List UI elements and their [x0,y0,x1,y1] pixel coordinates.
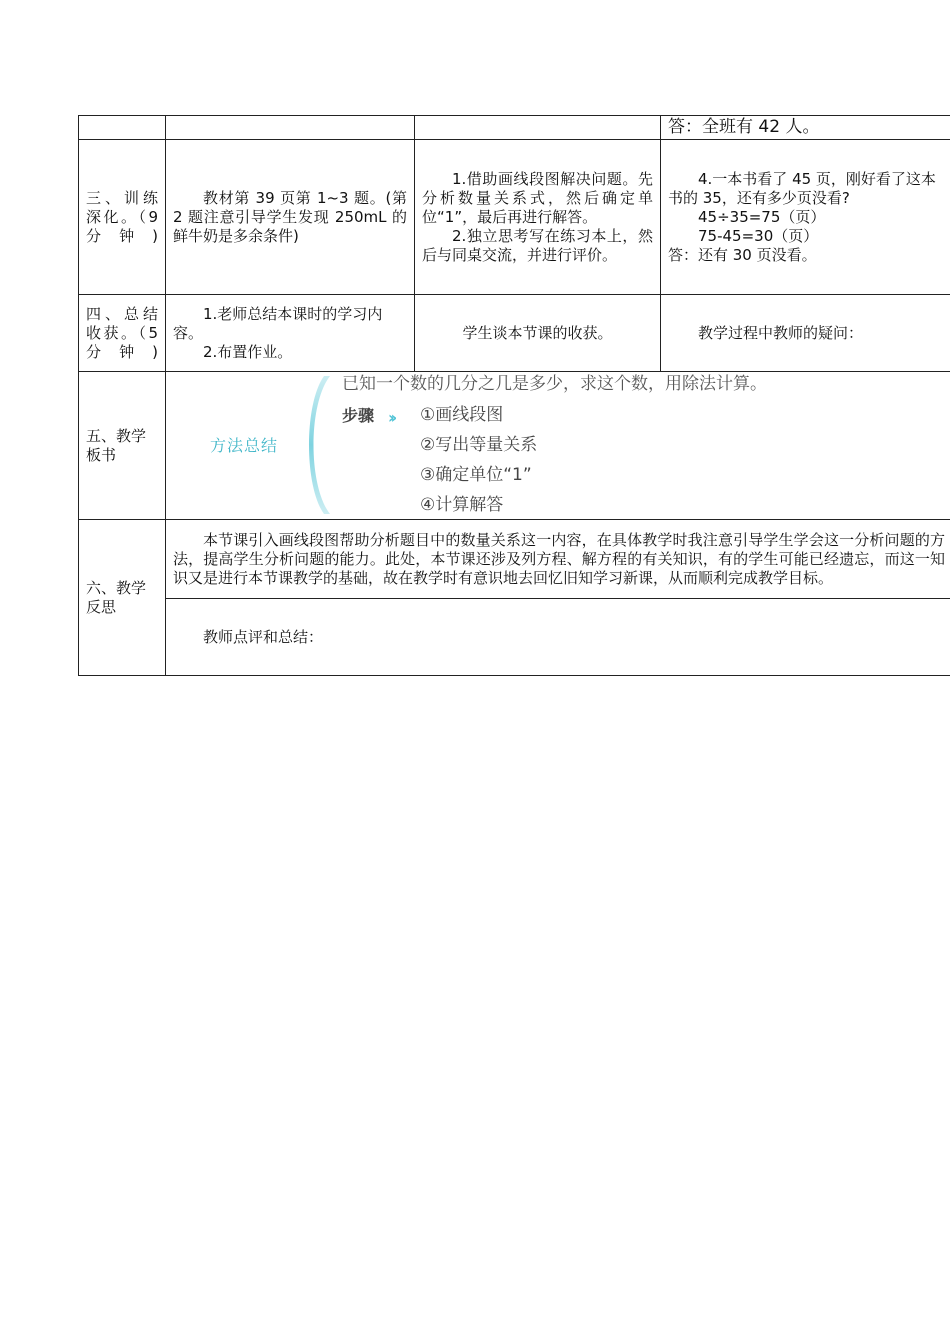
table-row-training [79,140,950,295]
table-row-reflection [79,520,950,599]
lesson-plan-table [78,115,950,676]
example-calc-2: 75-45=30（页） [698,226,819,245]
reflection-cell [166,520,950,599]
stage-label: 六、教学反思 [86,578,147,616]
stage-cell [79,140,166,295]
table-row-answer [79,116,950,140]
double-chevron-icon: ›› [388,408,394,427]
stage-cell [79,520,166,676]
example-answer: 答：还有 30 页没看。 [668,245,817,264]
teacher-summary-2: 2.布置作业。 [203,342,293,361]
example-cell [661,140,950,295]
empty-cell [166,116,415,140]
student-cell [415,295,661,372]
student-activity-1: 1.借助画线段图解决问题。先分析数量关系式，然后确定单位“1”，最后再进行解答。 [422,169,653,226]
blackboard-cell [166,372,950,520]
step-item: ①画线段图 [420,405,504,425]
bracket-arc-icon [304,374,334,516]
notes-cell [661,295,950,372]
teacher-activity: 教材第 39 页第 1~3 题。(第 2 题注意引导学生发现 250mL 的鲜牛奶是多余条件) [173,188,407,245]
method-summary-label: 方法总结 [210,436,279,455]
table-row-comment [79,599,950,676]
table-row-board [79,372,950,520]
answer-cell [661,116,950,140]
stage-label: 三、训练深化。（9 分钟) [86,188,158,245]
stage-cell [79,372,166,520]
student-summary: 学生谈本节课的收获。 [462,323,613,342]
stage-label: 四、总结收获。（5 分钟) [86,304,158,361]
step-item: ④计算解答 [420,495,504,515]
teacher-questions: 教学过程中教师的疑问： [698,323,864,342]
steps-label: 步骤 [342,406,375,425]
answer-text: 答：全班有 42 人。 [668,117,820,137]
teacher-cell [166,140,415,295]
teacher-comment-label: 教师点评和总结： [203,627,324,646]
teacher-summary-1: 1.老师总结本课时的学习内容。 [173,304,383,342]
table-row-summary [79,295,950,372]
student-cell [415,140,661,295]
teacher-cell [166,295,415,372]
comment-cell [166,599,950,676]
stage-label: 五、教学板书 [86,426,147,464]
example-calc-1: 45÷35=75（页） [698,207,826,226]
empty-cell [79,116,166,140]
method-headline: 已知一个数的几分之几是多少，求这个数，用除法计算。 [342,374,767,394]
stage-cell [79,295,166,372]
reflection-text: 本节课引入画线段图帮助分析题目中的数量关系这一内容，在具体教学时我注意引导学生学会这一分析问题的方法，提高学生分析问题的能力。此处，本节课还涉及列方程、解方程的有关知识，有的学生可能已经遗忘，而这一知识又是进行本节课教学的基础，故在教学时有意识地去回忆旧知学习新课，从而顺利完成教学目标。 [173,530,945,587]
empty-cell [415,116,661,140]
step-item: ②写出等量关系 [420,435,538,455]
student-activity-2: 2.独立思考写在练习本上，然后与同桌交流，并进行评价。 [422,226,653,264]
example-question: 4.一本书看了 45 页，刚好看了这本书的 35，还有多少页没看? [668,169,936,207]
step-item: ③确定单位“1” [420,465,532,485]
